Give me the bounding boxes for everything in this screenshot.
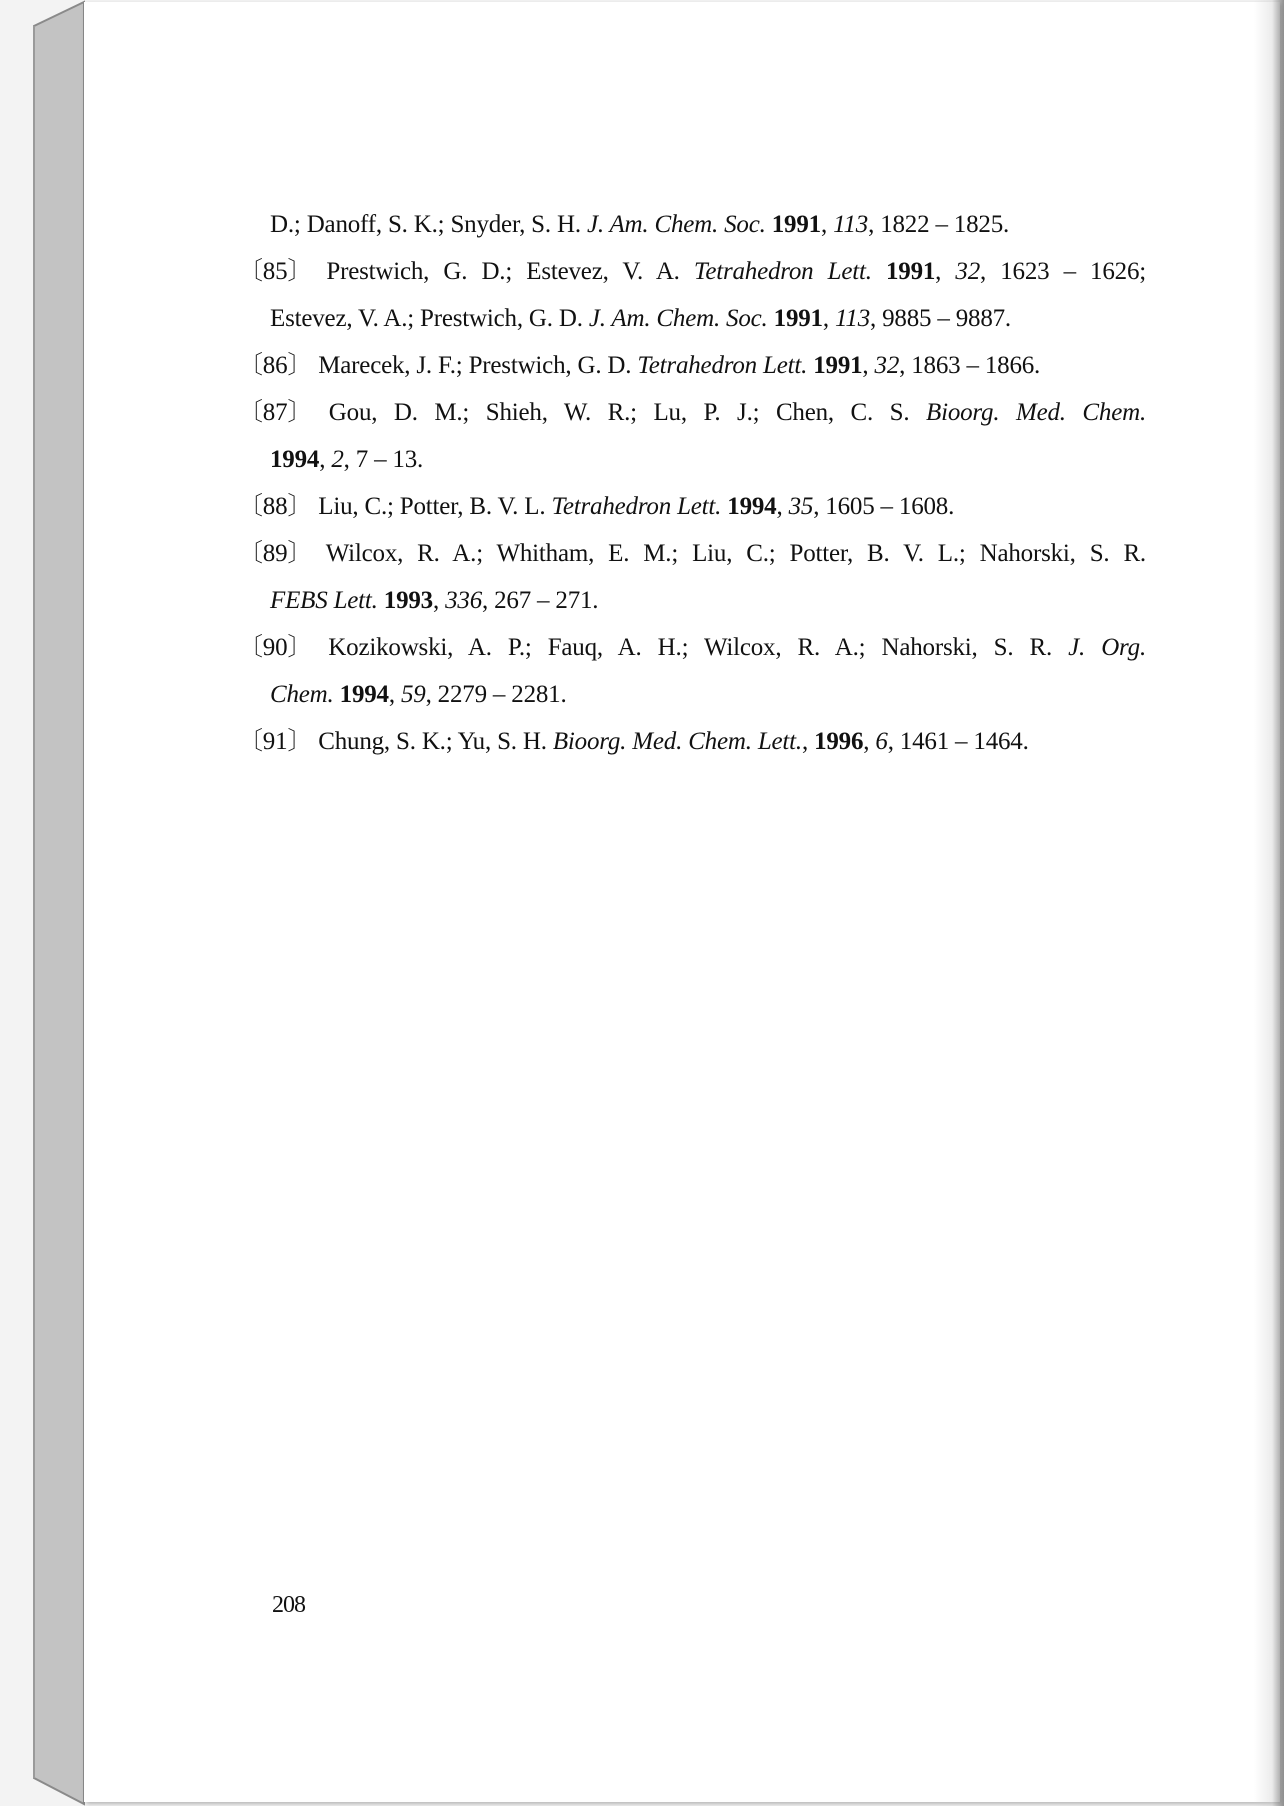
reference-88: 〔88〕 Liu, C.; Potter, B. V. L. Tetrahedron Lett. 1994, 35, 1605 – 1608. bbox=[238, 490, 954, 524]
volume: 336 bbox=[445, 587, 482, 614]
year: 1994 bbox=[270, 446, 320, 473]
reference-87 bbox=[238, 396, 1146, 430]
journal-name: J. Am. Chem. Soc. bbox=[586, 211, 766, 238]
journal-name: FEBS Lett. bbox=[270, 587, 378, 614]
journal-name: Bioorg. Med. Chem. Lett. bbox=[552, 728, 802, 755]
reference-text: Marecek, J. F.; Prestwich, G. D. bbox=[312, 352, 638, 379]
reference-90-continuation: Chem. 1994, 59, 2279 – 2281. bbox=[270, 681, 567, 708]
reference-number: 〔91〕 bbox=[238, 728, 313, 755]
year: 1994 bbox=[727, 493, 777, 520]
pages: , 267 – 271. bbox=[482, 587, 599, 614]
reference-89-continuation: FEBS Lett. 1993, 336, 267 – 271. bbox=[270, 587, 599, 614]
journal-name: Tetrahedron Lett. bbox=[551, 493, 722, 520]
reference-text: Wilcox, R. A.; Whitham, E. M.; Liu, C.; Potter, B. V. L.; Nahorski, S. R. bbox=[312, 540, 1146, 567]
reference-86: 〔86〕 Marecek, J. F.; Prestwich, G. D. Tetrahedron Lett. 1991, 32, 1863 – 1866. bbox=[238, 349, 1040, 383]
year: 1994 bbox=[339, 681, 389, 708]
journal-name: Tetrahedron Lett. bbox=[637, 352, 808, 379]
reference-85: 〔85〕 Prestwich, G. D.; Estevez, V. A. Tetrahedron Lett. 1991, 32, 1623 – 1626; bbox=[238, 255, 1146, 289]
reference-text: D.; Danoff, S. K.; Snyder, S. H. bbox=[270, 211, 587, 238]
journal-name: Tetrahedron Lett. bbox=[693, 258, 872, 285]
reference-84-continuation: D.; Danoff, S. K.; Snyder, S. H. J. Am. Chem. Soc. 1991, 113, 1822 – 1825. bbox=[270, 211, 1010, 238]
pages: , 1461 – 1464. bbox=[887, 728, 1029, 755]
journal-name: Bioorg. Med. Chem. bbox=[926, 399, 1146, 426]
reference-89 bbox=[238, 537, 1146, 571]
pages: , 1623 – 1626; bbox=[980, 258, 1146, 285]
year: 1991 bbox=[773, 305, 823, 332]
volume: 113 bbox=[833, 211, 869, 238]
volume: 113 bbox=[834, 305, 871, 332]
volume: 6 bbox=[875, 728, 888, 755]
reference-text: Prestwich, G. D.; Estevez, V. A. bbox=[312, 258, 694, 285]
reference-91: 〔91〕 Chung, S. K.; Yu, S. H. Bioorg. Med. Chem. Lett., 1996, 6, 1461 – 1464. bbox=[238, 725, 1029, 759]
reference-text: Estevez, V. A.; Prestwich, G. D. bbox=[270, 305, 589, 332]
pages: , 1822 – 1825. bbox=[868, 211, 1010, 238]
volume: 35 bbox=[788, 493, 814, 520]
pages: , 1605 – 1608. bbox=[813, 493, 955, 520]
year: 1993 bbox=[383, 587, 433, 614]
reference-number: 〔85〕 bbox=[238, 258, 313, 285]
journal-name: J. Org. bbox=[1068, 634, 1147, 661]
page-number: 208 bbox=[272, 1592, 305, 1618]
reference-number: 〔87〕 bbox=[238, 399, 313, 426]
reference-text: Chung, S. K.; Yu, S. H. bbox=[312, 728, 553, 755]
pages: , 2279 – 2281. bbox=[425, 681, 567, 708]
year: 1991 bbox=[813, 352, 863, 379]
pages: , 7 – 13. bbox=[343, 446, 424, 473]
reference-number: 〔86〕 bbox=[238, 352, 313, 379]
separator: , bbox=[801, 728, 815, 755]
reference-85-continuation: Estevez, V. A.; Prestwich, G. D. J. Am. Chem. Soc. 1991, 113, 9885 – 9887. bbox=[270, 305, 1011, 332]
reference-number: 〔89〕 bbox=[238, 540, 313, 567]
reference-text: Gou, D. M.; Shieh, W. R.; Lu, P. J.; Chen, C. S. bbox=[312, 399, 927, 426]
volume: 2 bbox=[331, 446, 344, 473]
page-edge-shadow bbox=[1254, 0, 1284, 1806]
volume: 32 bbox=[874, 352, 900, 379]
reference-90 bbox=[238, 631, 1146, 665]
journal-name: J. Am. Chem. Soc. bbox=[588, 305, 768, 332]
pages: , 1863 – 1866. bbox=[899, 352, 1041, 379]
year: 1991 bbox=[771, 211, 821, 238]
reference-text: Liu, C.; Potter, B. V. L. bbox=[312, 493, 552, 520]
pages: , 9885 – 9887. bbox=[870, 305, 1011, 332]
reference-number: 〔88〕 bbox=[238, 493, 313, 520]
reference-text: Kozikowski, A. P.; Fauq, A. H.; Wilcox, R. A.; Nahorski, S. R. bbox=[312, 634, 1069, 661]
year: 1991 bbox=[885, 258, 936, 285]
year: 1996 bbox=[814, 728, 864, 755]
volume: 32 bbox=[955, 258, 980, 285]
reference-number: 〔90〕 bbox=[238, 634, 313, 661]
volume: 59 bbox=[400, 681, 426, 708]
journal-name: Chem. bbox=[270, 681, 334, 708]
reference-87-continuation: 1994, 2, 7 – 13. bbox=[270, 446, 424, 473]
